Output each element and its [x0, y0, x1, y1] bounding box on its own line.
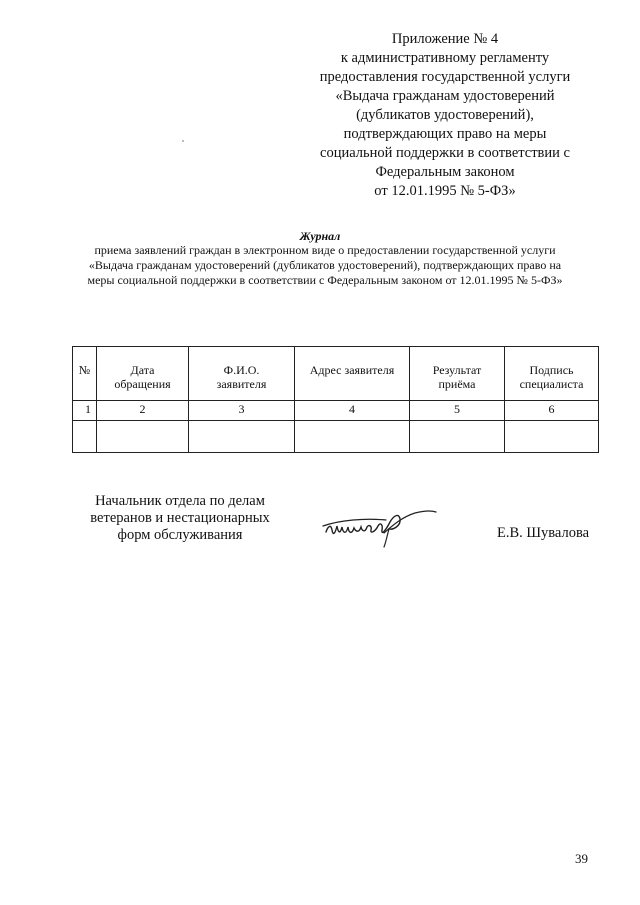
header-text: обращения: [114, 377, 171, 391]
header-address: [295, 347, 410, 401]
empty-cell: [73, 421, 97, 453]
appendix-line: (дубликатов удостоверений),: [356, 107, 534, 123]
column-number: 4: [295, 401, 410, 421]
header-text: Дата: [130, 363, 155, 377]
empty-cell: [410, 421, 505, 453]
journal-subtitle-line: приема заявлений граждан в электронном виде о предоставлении государственной услуги: [94, 243, 556, 257]
table-header-row: [73, 347, 599, 401]
journal-subtitle: [40, 243, 610, 288]
header-text: специалиста: [519, 377, 584, 391]
journal-subtitle-line: «Выдача гражданам удостоверений (дубликатов удостоверений), подтверждающих право на: [88, 258, 562, 272]
header-text: Подпись: [529, 363, 574, 377]
position-line: форм обслуживания: [117, 527, 243, 543]
empty-cell: [189, 421, 295, 453]
appendix-line: Федеральным законом: [375, 164, 515, 180]
header-text: Результат: [432, 363, 482, 377]
column-number: 3: [189, 401, 295, 421]
appendix-line: подтверждающих право на меры: [343, 126, 547, 142]
scan-speck: [182, 140, 184, 142]
journal-title: Журнал: [299, 229, 341, 243]
table-row: [73, 421, 599, 453]
appendix-line: предоставления государственной услуги: [319, 69, 571, 85]
header-date: [97, 347, 189, 401]
signer-name: Е.В. Шувалова: [497, 525, 590, 541]
appendix-line: Приложение № 4: [391, 31, 499, 47]
page-number: 39: [575, 851, 588, 866]
header-text: приёма: [438, 377, 476, 391]
header-number: [73, 347, 97, 401]
appendix-line: социальной поддержки в соответствии с: [320, 145, 570, 161]
column-number: 1: [73, 401, 97, 421]
journal-table: [72, 346, 599, 453]
appendix-header: [300, 30, 590, 201]
column-number: 5: [410, 401, 505, 421]
column-number: 2: [97, 401, 189, 421]
header-result: [410, 347, 505, 401]
header-text: заявителя: [216, 377, 267, 391]
header-name: [189, 347, 295, 401]
position-line: ветеранов и нестационарных: [90, 510, 270, 526]
empty-cell: [295, 421, 410, 453]
appendix-line: «Выдача гражданам удостоверений: [335, 88, 555, 104]
appendix-line: к административному регламенту: [340, 50, 550, 66]
column-number: 6: [505, 401, 599, 421]
header-text: Адрес заявителя: [309, 363, 395, 377]
empty-cell: [505, 421, 599, 453]
empty-cell: [97, 421, 189, 453]
handwritten-signature: [320, 500, 440, 550]
header-text: Ф.И.О.: [223, 363, 260, 377]
journal-subtitle-line: меры социальной поддержки в соответствии с Федеральным законом от 12.01.1995 № 5-ФЗ»: [87, 273, 563, 287]
position-line: Начальник отдела по делам: [95, 493, 265, 509]
header-signature: [505, 347, 599, 401]
header-text: №: [78, 363, 91, 377]
signatory-position: [60, 493, 300, 544]
column-number-row: [73, 401, 599, 421]
appendix-line: от 12.01.1995 № 5-ФЗ»: [374, 183, 516, 199]
